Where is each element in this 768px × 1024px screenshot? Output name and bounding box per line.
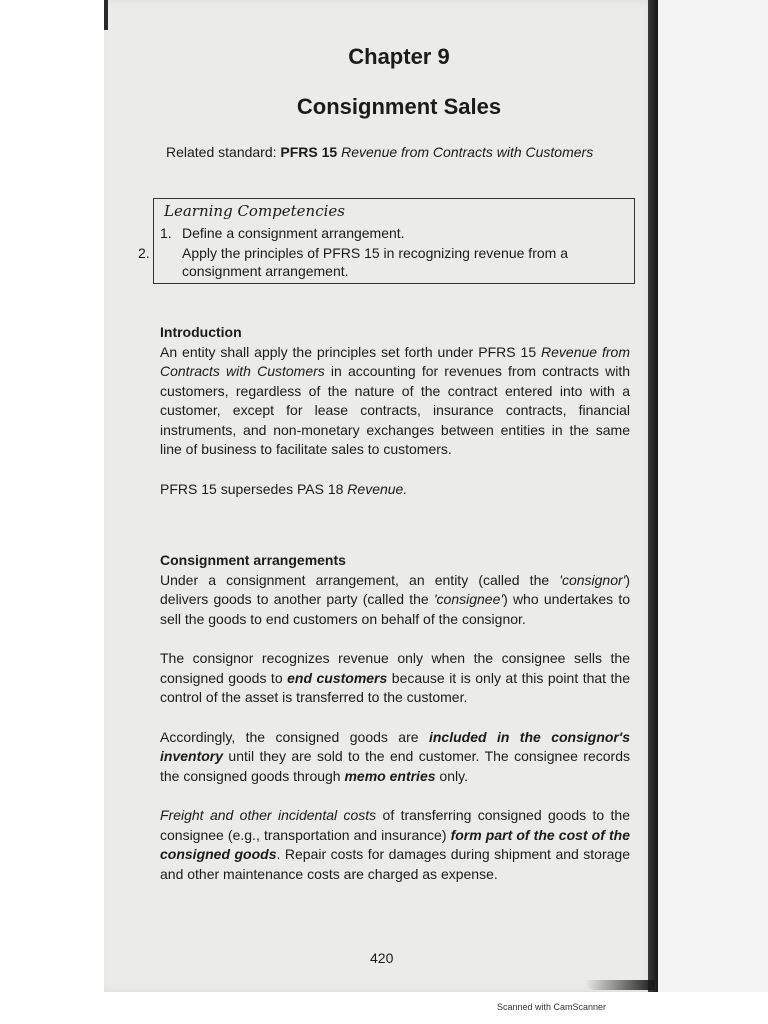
consignment-paragraph-1: [160, 571, 630, 630]
scan-background: [0, 992, 768, 1024]
text-run: of transferring consigned goods to the consignee (e.g., transportation and insurance): [160, 807, 630, 843]
competency-item: [160, 224, 626, 242]
introduction-section: [160, 323, 630, 499]
consignment-section: [160, 551, 630, 884]
competency-text: Apply the principles of PFRS 15 in recognizing revenue from a consignment arrangement.: [182, 245, 568, 279]
page-curl-shadow: [585, 980, 655, 990]
supersedes-paragraph: [160, 480, 630, 500]
page-number: 420: [370, 950, 394, 966]
book-spine: [648, 0, 658, 992]
text-run: ) delivers goods to another party (called the: [160, 571, 630, 607]
chapter-title: Consignment Sales: [296, 94, 502, 119]
text-run: only.: [435, 767, 468, 784]
introduction-paragraph: [160, 343, 630, 460]
competency-item: [138, 244, 626, 280]
text-run-bold-italic: end customers: [287, 669, 388, 686]
chapter-label: Chapter 9: [348, 44, 450, 69]
consignment-paragraph-4: [160, 806, 630, 884]
text-run-italic: Revenue.: [347, 480, 408, 497]
learning-competencies-box: [138, 198, 635, 284]
text-run: Under a consignment arrangement, an entity (called the: [160, 571, 560, 588]
text-run-italic: Freight and other incidental costs: [160, 807, 377, 823]
competency-text: Define a consignment arrangement.: [182, 225, 405, 241]
related-standard-name: Revenue from Contracts with Customers: [337, 144, 594, 160]
related-standard-code: PFRS 15: [280, 144, 338, 160]
text-run: The consignor recognizes revenue only when the consignee sells the consigned goods to: [160, 650, 630, 686]
text-run-bold-italic: included in the consignor's inventory: [160, 728, 630, 764]
text-run: . Repair costs for damages during shipment and storage and other maintenance costs are charged as expense.: [160, 846, 630, 882]
text-run: Accordingly, the consigned goods are: [160, 728, 429, 745]
text-run-bold-italic: memo entries: [344, 767, 436, 784]
text-run: because it is only at this point that the control of the asset is transferred to the customer.: [160, 669, 630, 705]
text-run-italic: 'consignee': [433, 591, 504, 607]
consignment-heading: Consignment arrangements: [160, 552, 346, 568]
text-run: PFRS 15 supersedes PAS 18: [160, 480, 348, 497]
competency-number: 1.: [160, 225, 172, 241]
text-run: An entity shall apply the principles set forth under PFRS 15: [160, 343, 542, 360]
text-run-italic: 'consignor': [559, 571, 626, 588]
text-run-italic: Revenue from Contracts with Customers: [160, 343, 630, 379]
adjacent-page-strip: [658, 0, 768, 1024]
consignment-paragraph-2: [160, 649, 630, 708]
page-edge-shadow: [104, 0, 108, 30]
introduction-heading: Introduction: [160, 324, 242, 340]
related-standard: [166, 144, 636, 160]
text-run: in accounting for revenues from contracts with customers, regardless of the nature of the contract entered into with a customer, except for lease contracts, insurance contracts, financial instruments, and non-monetary exchanges between entities in the same line of business to facilitate sales to customers.: [160, 363, 630, 457]
related-prefix: Related standard:: [166, 144, 281, 160]
consignment-paragraph-3: [160, 728, 630, 787]
learning-competencies-title: Learning Competencies: [164, 202, 345, 220]
text-run-bold-italic: form part of the cost of the consigned goods: [160, 826, 630, 862]
scanner-watermark: Scanned with CamScanner: [497, 1002, 607, 1012]
text-run: until they are sold to the end customer. The consignee records the consigned goods through: [160, 748, 630, 784]
competency-number: 2.: [138, 245, 150, 261]
text-run: ) who undertakes to sell the goods to end customers on behalf of the consignor.: [160, 591, 630, 627]
